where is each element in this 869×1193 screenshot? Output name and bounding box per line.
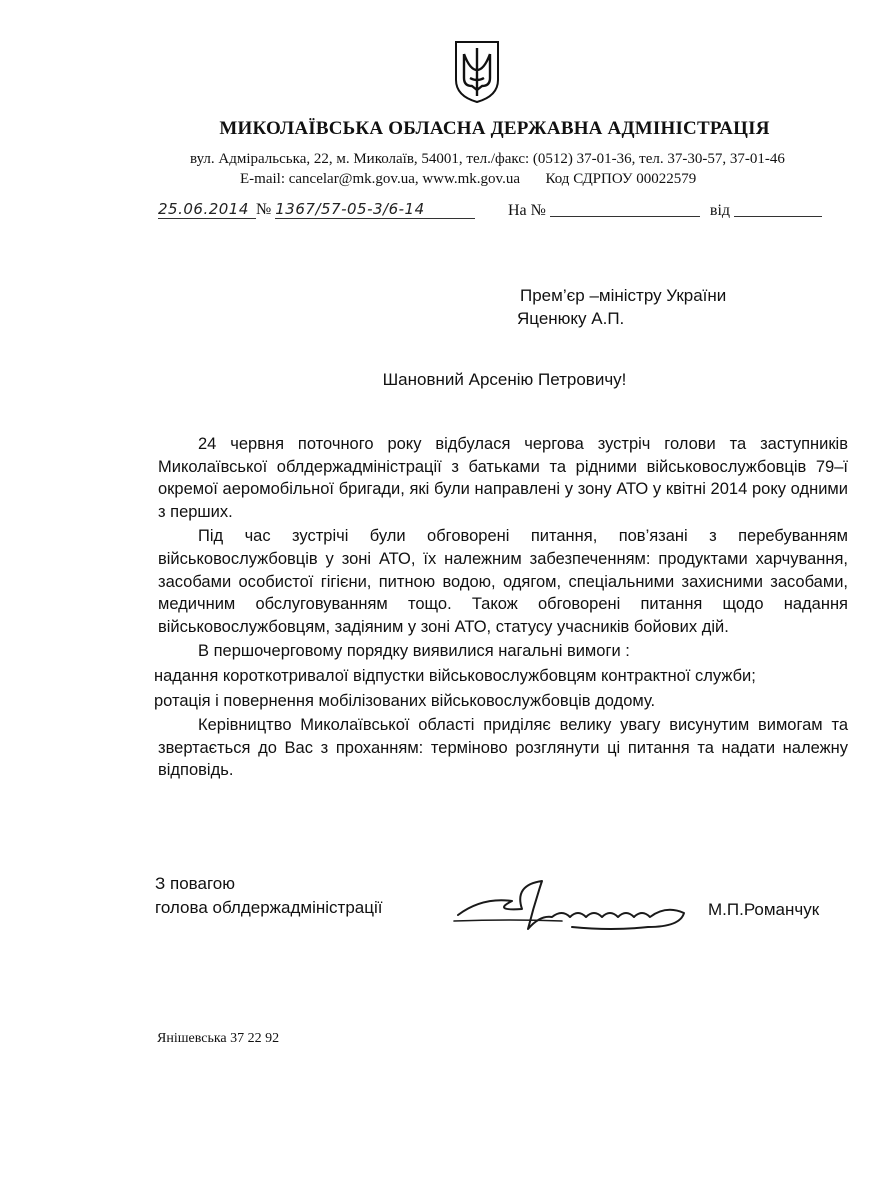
signature-block xyxy=(155,872,382,920)
body-list-item: ротація і повернення мобілізованих військовослужбовців додому. xyxy=(154,691,656,710)
reply-number-label: На № xyxy=(508,202,546,219)
number-label: № xyxy=(256,201,272,218)
email-line: E-mail: cancelar@mk.gov.ua, www.mk.gov.ua xyxy=(240,171,520,187)
body-paragraph: Під час зустрічі були обговорені питання, пов’язані з перебуванням військовослужбовців у зоні АТО, їх належним забезпеченням: продуктами харчування, засобами особистої гігієни, питною водою, одягом, спеціальними захисними засобами, медичним обслуговуванням тощо. Також обговорені питання щодо надання військовослужбовцям, задіяним у зоні АТО, статусу учасників бойових дій. xyxy=(158,527,848,636)
incoming-reference xyxy=(508,200,822,220)
address-line: вул. Адміральська, 22, м. Миколаїв, 54001, тел./факс: (0512) 37-01-36, тел. 37-30-57, 37-01-46 xyxy=(190,151,785,167)
executor-contact: Янішевська 37 22 92 xyxy=(157,1031,280,1046)
recipient-position: Прем’єр –міністру України xyxy=(520,286,727,305)
reply-date-label: від xyxy=(709,202,731,219)
body-list-item: надання короткотривалої відпустки військовослужбовцям контрактної служби; xyxy=(154,666,756,685)
letter-body xyxy=(154,433,848,784)
reply-date-blank xyxy=(734,200,822,217)
outgoing-number: 1367/57-05-3/6-14 xyxy=(275,200,475,219)
salutation: Шановний Арсенію Петровичу! xyxy=(382,370,627,389)
reply-number-blank xyxy=(550,200,700,217)
contact-line xyxy=(240,171,696,188)
body-paragraph: В першочерговому порядку виявилися нагальні вимоги : xyxy=(198,642,630,661)
signer-position: голова облдержадміністрації xyxy=(155,898,383,917)
outgoing-registration xyxy=(158,200,475,219)
organization-title: МИКОЛАЇВСЬКА ОБЛАСНА ДЕРЖАВНА АДМІНІСТРАЦІЯ xyxy=(219,118,770,139)
outgoing-date: 25.06.2014 xyxy=(158,200,256,219)
coat-of-arms-icon xyxy=(452,40,502,104)
body-paragraph: 24 червня поточного року відбулася чергова зустріч голови та заступників Миколаївської облдержадміністрації з батьками та рідними військовослужбовців 79–ї окремої аеромобільної бригади, які були направлені у зону АТО у квітні 2014 року одними з перших. xyxy=(158,435,848,521)
handwritten-signature xyxy=(452,875,692,935)
signer-name: М.П.Романчук xyxy=(708,900,820,919)
recipient-name: Яценюку А.П. xyxy=(517,309,625,328)
edrpou-code: Код СДРПОУ 00022579 xyxy=(545,171,697,187)
body-paragraph: Керівництво Миколаївської області приділяє велику увагу висунутим вимогам та звертається до Вас з проханням: терміново розглянути ці питання та надати належну відповідь. xyxy=(158,716,848,780)
closing: З повагою xyxy=(155,874,235,893)
